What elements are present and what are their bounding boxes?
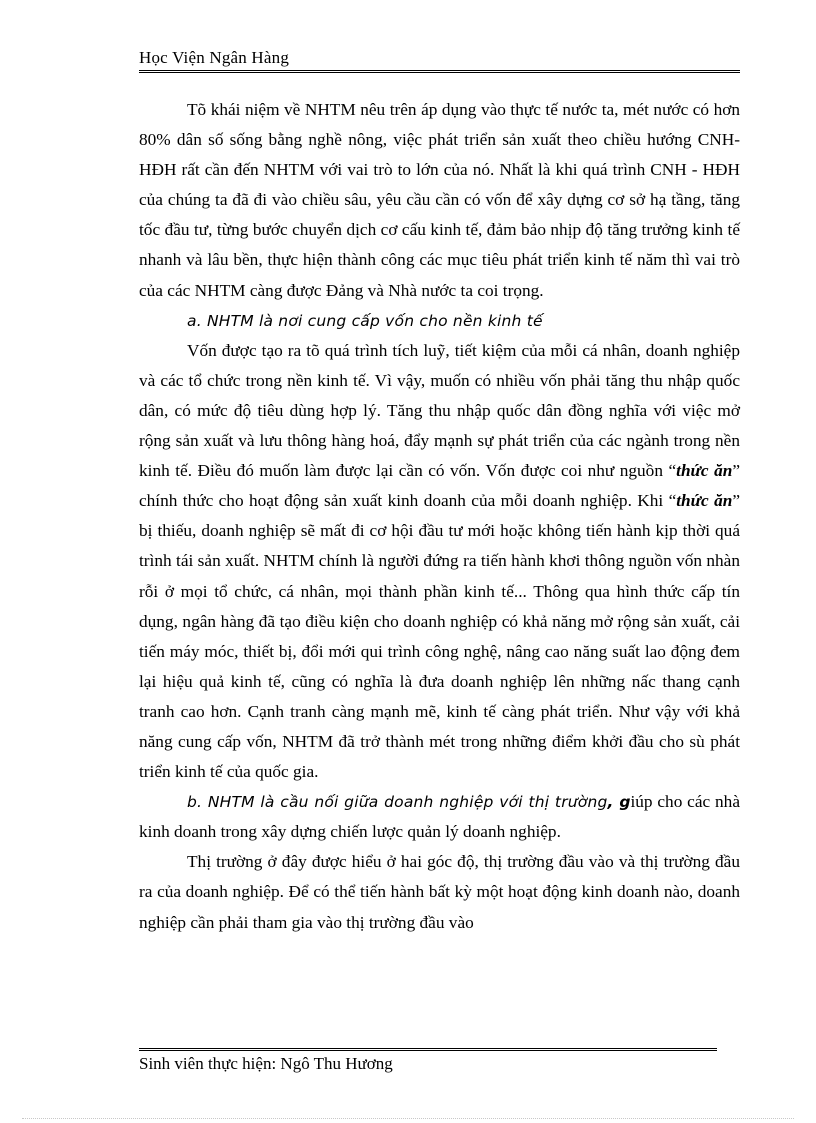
heading-b-rest: iúp cho các nhà kinh doanh trong xây dựng chiến lược quản lý doanh nghiệp. <box>139 792 740 842</box>
page-bottom-edge <box>22 1118 794 1119</box>
paragraph-capital-part2: ” chính thức cho hoạt động sản xuất kinh doanh của mỗi doanh nghiệp. Khi “ <box>139 461 740 511</box>
document-body <box>139 95 740 938</box>
heading-b-italic: b. NHTM là cầu nối giữa doanh nghiệp với thị trường <box>187 793 608 812</box>
heading-b-bold: , g <box>607 793 631 812</box>
header-divider <box>139 70 740 73</box>
paragraph-capital-part1: Vốn được tạo ra tõ quá trình tích luỹ, tiết kiệm của mỗi cá nhân, doanh nghiệp và các tổ chức trong nền kinh tế. Vì vậy, muốn có nhiều vốn phải tăng thu nhập quốc dân, có mức độ tiêu dùng hợp lý. Tăng thu nhập quốc dân đồng nghĩa với việc mở rộng sản xuất và lưu thông hàng hoá, đẩy mạnh sự phát triển của các ngành trong nền kinh tế. Điều đó muốn làm được lại cần có vốn. Vốn được coi như nguồn “ <box>139 340 740 481</box>
heading-a-text: a. NHTM là nơi cung cấp vốn cho nền kinh tế <box>187 311 543 330</box>
paragraph-capital <box>139 336 740 787</box>
paragraph-market: Thị trường ở đây được hiểu ở hai góc độ, thị trường đầu vào và thị trường đầu ra của doanh nghiệp. Để có thể tiến hành bất kỳ một hoạt động kinh doanh nào, doanh nghiệp cần phải tham gia vào thị trường đầu vào <box>139 852 740 932</box>
paragraph-intro: Tõ khái niệm về NHTM nêu trên áp dụng vào thực tế nước ta, mét nước có hơn 80% dân số sống bằng nghề nông, việc phát triển sản xuất theo chiều hướng CNH- HĐH rất cần đến NHTM với vai trò to lớn của nó. Nhất là khi quá trình CNH - HĐH của chúng ta đã đi vào chiều sâu, yêu cầu cần có vốn để xây dựng cơ sở hạ tầng, tăng tốc đầu tư, từng bước chuyển dịch cơ cấu kinh tế, đảm bảo nhịp độ tăng trưởng kinh tế nhanh và lâu bền, thực hiện thành công các mục tiêu phát triển kinh tế năm thì vai trò của các NHTM càng được Đảng và Nhà nước ta coi trọng. <box>139 100 740 300</box>
page-footer-author: Sinh viên thực hiện: Ngô Thu Hương <box>139 1054 393 1073</box>
footer-divider <box>139 1048 717 1051</box>
section-heading-b <box>139 787 740 847</box>
section-heading-a <box>139 306 740 336</box>
page-header-title: Học Viện Ngân Hàng <box>139 48 290 67</box>
emphasis-thuc-an-2: thức ăn <box>676 491 733 511</box>
emphasis-thuc-an-1: thức ăn <box>676 461 733 481</box>
paragraph-capital-part3: ” bị thiếu, doanh nghiệp sẽ mất đi cơ hội đầu tư mới hoặc không tiến hành kịp thời quá trình tái sản xuất. NHTM chính là người đứng ra tiến hành khơi thông nguồn vốn nhàn rỗi ở mọi tổ chức, cá nhân, mọi thành phần kinh tế... Thông qua hình thức cấp tín dụng, ngân hàng đã tạo điều kiện cho doanh nghiệp có khả năng mở rộng sản xuất, cải tiến máy móc, thiết bị, đổi mới qui trình công nghệ, nâng cao năng suất lao động đem lại hiệu quả kinh tế, cũng có nghĩa là đưa doanh nghiệp lên những nấc thang cạnh tranh cao hơn. Cạnh tranh càng mạnh mẽ, kinh tế càng phát triển. Như vậy với khả năng cung cấp vốn, NHTM đã trở thành mét trong những điểm khởi đầu cho sù phát triển kinh tế của quốc gia. <box>139 491 740 782</box>
